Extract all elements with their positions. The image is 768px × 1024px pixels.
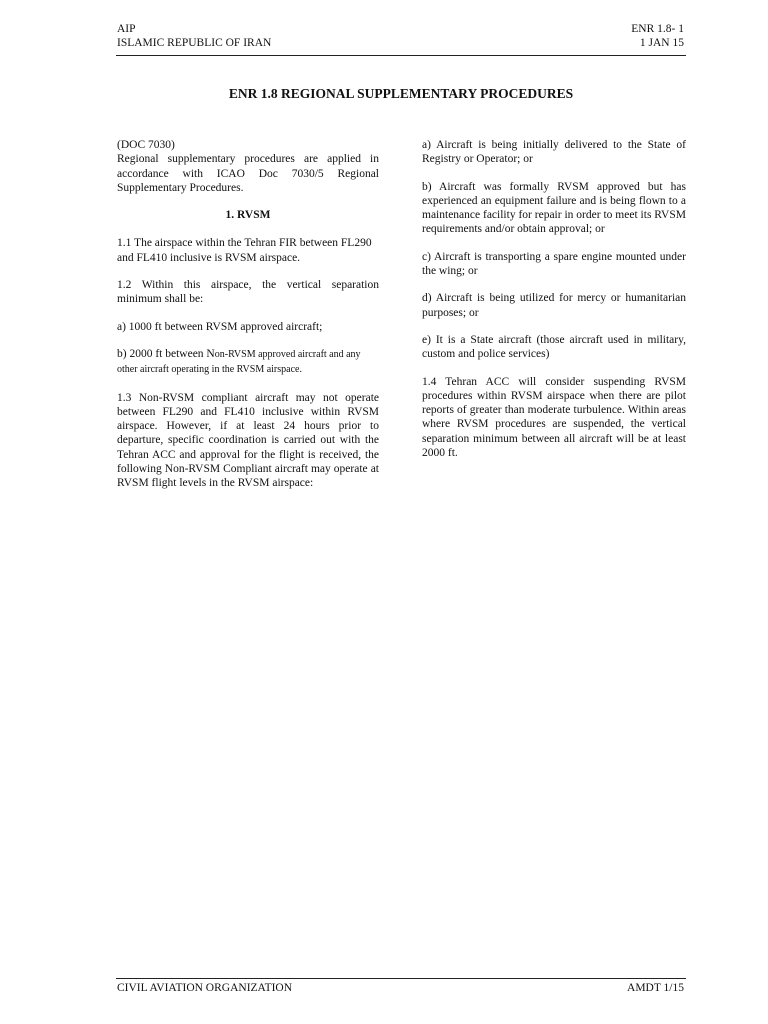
header-aip: AIP: [117, 23, 136, 35]
footer-organization: CIVIL AVIATION ORGANIZATION: [117, 982, 293, 994]
footer-rule: [116, 978, 686, 979]
header-date: 1 JAN 15: [639, 37, 684, 49]
header-left: [117, 22, 271, 50]
footer-amendment: AMDT 1/15: [627, 982, 684, 994]
right-column: [422, 138, 686, 473]
header-country: ISLAMIC REPUBLIC OF IRAN: [117, 37, 272, 49]
right-list-item-b: b) Aircraft was formally RVSM approved but has experienced an equipment failure and is being flown to a maintenance facility for repair in order to meet its RVSM requirements and/or obtain approval; or: [422, 180, 686, 236]
header-right: [560, 22, 684, 50]
paragraph-1-1: 1.1 The airspace within the Tehran FIR between FL290 and FL410 inclusive is RVSM airspace.: [117, 237, 372, 264]
right-list-item-c: c) Aircraft is transporting a spare engine mounted under the wing; or: [422, 250, 686, 278]
doc-reference: (DOC 7030): [117, 139, 175, 151]
list-item-b: [117, 347, 379, 378]
page-title: ENR 1.8 REGIONAL SUPPLEMENTARY PROCEDURES: [228, 86, 574, 101]
right-list-item-e: e) It is a State aircraft (those aircraft used in military, custom and police services): [422, 333, 686, 361]
header-page-ref: ENR 1.8- 1: [631, 23, 684, 35]
paragraph-1-2: 1.2 Within this airspace, the vertical separation minimum shall be:: [117, 279, 379, 306]
list-item-b-start: b) 2000 ft between N: [117, 347, 215, 360]
header-rule: [116, 55, 686, 56]
paragraph-1-4: 1.4 Tehran ACC will consider suspending RVSM procedures within RVSM airspace when there are pilot reports of greater than moderate turbulence. Within areas where RVSM procedures are suspended, the vertical separation minimum between all aircraft will be at least 2000 ft.: [422, 375, 686, 460]
right-list-item-d: d) Aircraft is being utilized for mercy or humanitarian purposes; or: [422, 292, 686, 319]
list-item-a: a) 1000 ft between RVSM approved aircraft;: [117, 320, 323, 333]
right-list-item-a: a) Aircraft is being initially delivered to the State of Registry or Operator; or: [422, 139, 686, 166]
paragraph-1-3: 1.3 Non-RVSM compliant aircraft may not operate between FL290 and FL410 inclusive within RVSM airspace. However, if at least 24 hours prior to departure, specific coordination is carried out with the Tehran ACC and approval for the flight is received, the following Non-RVSM Compliant aircraft may operate at RVSM flight levels in the RVSM airspace:: [117, 391, 379, 490]
intro-paragraph: Regional supplementary procedures are applied in accordance with ICAO Doc 7030/5 Regional Supplementary Procedures.: [117, 153, 379, 194]
left-column: [117, 138, 379, 504]
section-heading: 1. RVSM: [225, 209, 271, 222]
list-item-b-rest: on-RVSM approved aircraft and any other aircraft operating in the RVSM airspace.: [117, 348, 361, 376]
